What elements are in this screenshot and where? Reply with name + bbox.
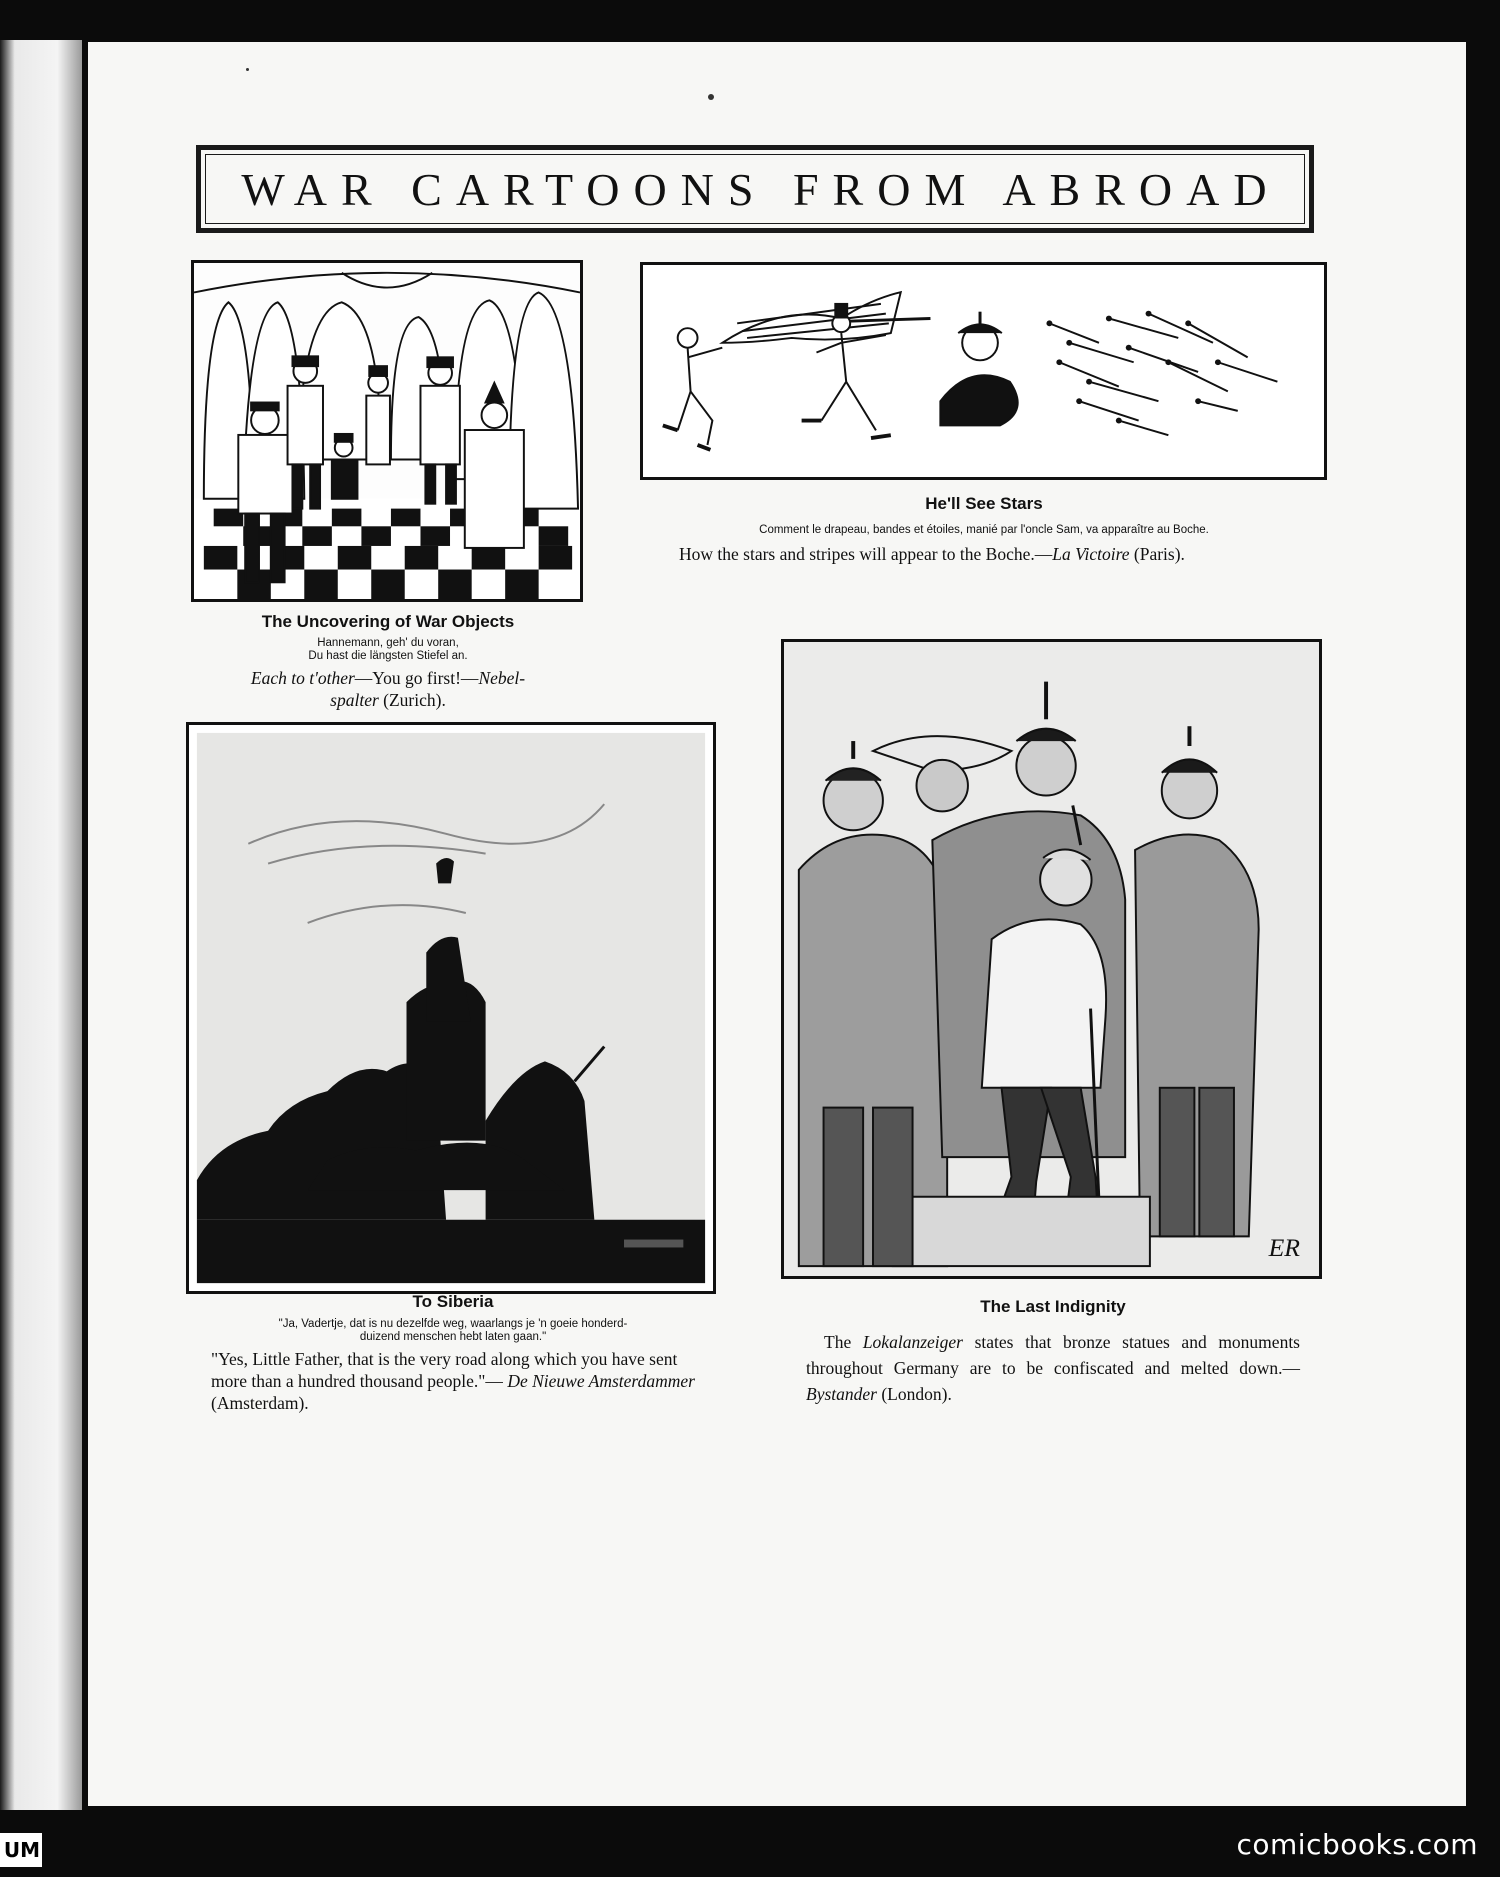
source-name: De Nieuwe Amsterdammer (507, 1371, 695, 1391)
original-line: "Ja, Vadertje, dat is nu dezelfde weg, waarlangs je 'n goeie honderd- (278, 1318, 628, 1330)
cartoon-indignity-caption (788, 1297, 1318, 1407)
source-paper: Lokalanzeiger (862, 1332, 963, 1352)
masthead-title: WAR CARTOONS FROM ABROAD (241, 163, 1281, 215)
translation-pre: The (824, 1332, 863, 1352)
cartoon-stars-image (640, 262, 1327, 480)
source-place: (London). (881, 1384, 952, 1404)
original-caption (193, 1318, 713, 1344)
translation (788, 1329, 1318, 1407)
cartoon-stars-caption (643, 494, 1325, 565)
translation-text: How the stars and stripes will appear to the Boche.— (679, 544, 1053, 564)
source-name: Nebel-spalter (330, 668, 526, 710)
cartoon-uncovering-caption (198, 612, 578, 711)
cartoon-title: He'll See Stars (925, 494, 1043, 513)
source-name: Bystander (806, 1384, 877, 1404)
cartoon-siberia-caption (193, 1292, 713, 1414)
print-speck (246, 68, 249, 71)
translation (193, 1348, 713, 1414)
masthead (196, 145, 1314, 233)
translation-text: states that bronze statues and monuments throughout Germany are to be confiscated and melted down.— (806, 1332, 1300, 1378)
source-place: (Zurich). (383, 690, 446, 710)
original-line: Du hast die längsten Stiefel an. (308, 650, 468, 662)
cartoon-title: To Siberia (412, 1292, 494, 1311)
cartoon-indignity-image (781, 639, 1322, 1279)
cartoon-uncovering-image (191, 260, 583, 602)
translation (643, 543, 1325, 565)
translation-italic: Each to t'other (250, 668, 355, 688)
site-logo[interactable]: comicbooks.com (1236, 1828, 1478, 1861)
translation-text: "Yes, Little Father, that is the very road along which you have sent more than a hundred thousand people."— (211, 1349, 678, 1391)
source-place: (Paris). (1133, 544, 1185, 564)
svg-text:ER: ER (1268, 1233, 1300, 1263)
source-place: (Amsterdam). (211, 1393, 309, 1413)
cartoon-title: The Uncovering of War Objects (261, 612, 515, 631)
cartoon-title: The Last Indignity (980, 1297, 1126, 1316)
original-caption: Comment le drapeau, bandes et étoiles, manié par l'oncle Sam, va apparaître au Boche. (759, 524, 1209, 536)
cartoon-siberia-image (186, 722, 716, 1294)
source-name: La Victoire (1052, 544, 1130, 564)
original-caption (198, 637, 578, 663)
corner-tag: UM (0, 1833, 42, 1867)
translation-text: —You go first!— (354, 668, 479, 688)
adjacent-page-edge (0, 40, 82, 1810)
translation (198, 667, 578, 711)
magazine-page (88, 42, 1466, 1806)
original-line: Hannemann, geh' du voran, (317, 637, 459, 649)
print-speck (708, 94, 714, 100)
original-line: duizend menschen hebt laten gaan." (359, 1331, 547, 1343)
